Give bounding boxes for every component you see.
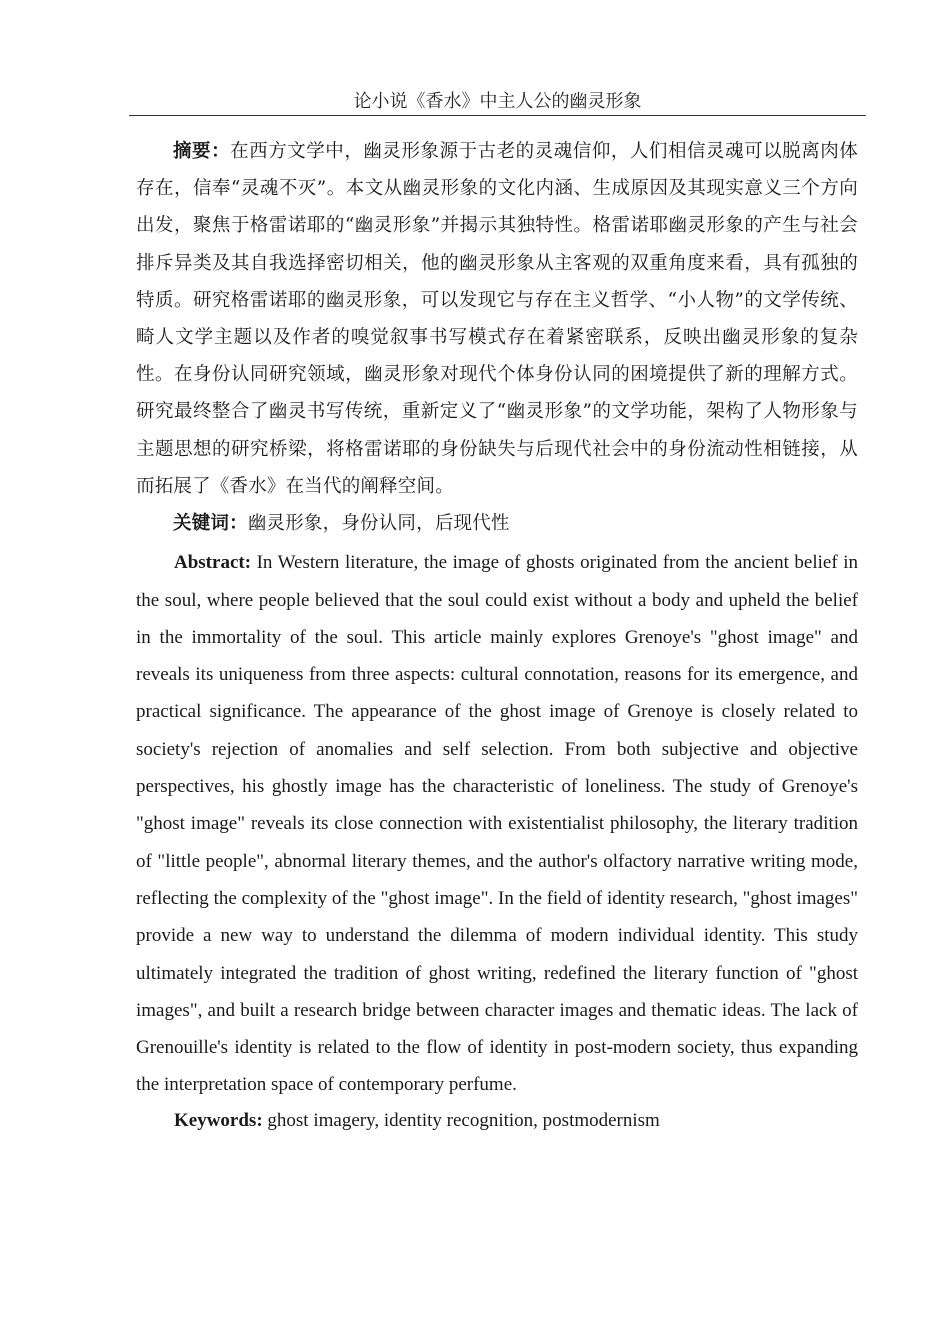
running-header xyxy=(129,90,866,116)
chinese-abstract-label: 摘要： xyxy=(173,141,231,162)
english-abstract xyxy=(136,544,858,1103)
english-keywords-text: ghost imagery, identity recognition, postmodernism xyxy=(262,1109,660,1131)
chinese-abstract-text: 在西方文学中，幽灵形象源于古老的灵魂信仰，人们相信灵魂可以脱离肉体存在，信奉“灵魂不灭”。本文从幽灵形象的文化内涵、生成原因及其现实意义三个方向出发，聚焦于格雷诺耶的“幽灵形象”并揭示其独特性。格雷诺耶幽灵形象的产生与社会排斥异类及其自我选择密切相关，他的幽灵形象从主客观的双重角度来看，具有孤独的特质。研究格雷诺耶的幽灵形象，可以发现它与存在主义哲学、“小人物”的文学传统、畸人文学主题以及作者的嗅觉叙事书写模式存在着紧密联系，反映出幽灵形象的复杂性。在身份认同研究领域，幽灵形象对现代个体身份认同的困境提供了新的理解方式。研究最终整合了幽灵书写传统，重新定义了“幽灵形象”的文学功能，架构了人物形象与主题思想的研究桥梁，将格雷诺耶的身份缺失与后现代社会中的身份流动性相链接，从而拓展了《香水》在当代的阐释空间。 xyxy=(136,141,858,497)
chinese-keywords xyxy=(136,505,858,542)
english-keywords xyxy=(136,1102,858,1139)
chinese-keywords-label: 关键词： xyxy=(173,513,248,535)
english-abstract-label: Abstract: xyxy=(174,552,252,574)
chinese-keywords-text: 幽灵形象，身份认同，后现代性 xyxy=(247,513,510,535)
english-abstract-text: In Western literature, the image of ghosts originated from the ancient belief in the soul, where people believed that the soul could exist without a body and upheld the belief in the immortality of the soul. This article mainly explores Grenoye's "ghost image" and reveals its uniqueness from three aspects: cultural connotation, reasons for its emergence, and practical significance. The appearance of the ghost image of Grenoye is closely related to society's rejection of anomalies and self selection. From both subjective and objective perspectives, his ghostly image has the characteristic of loneliness. The study of Grenoye's "ghost image" reveals its close connection with existentialist philosophy, the literary tradition of "little people", abnormal literary themes, and the author's olfactory narrative writing mode, reflecting the complexity of the "ghost image". In the field of identity research, "ghost images" provide a new way to understand the dilemma of modern individual identity. This study ultimately integrated the tradition of ghost writing, redefined the literary function of "ghost images", and built a research bridge between character images and thematic ideas. The lack of Grenouille's identity is related to the flow of identity in post-modern society, thus expanding the interpretation space of contemporary perfume. xyxy=(136,552,858,1096)
english-keywords-label: Keywords: xyxy=(174,1109,263,1131)
chinese-abstract xyxy=(136,133,858,505)
header-title: 论小说《香水》中主人公的幽灵形象 xyxy=(353,91,642,112)
document-body xyxy=(136,133,858,1139)
